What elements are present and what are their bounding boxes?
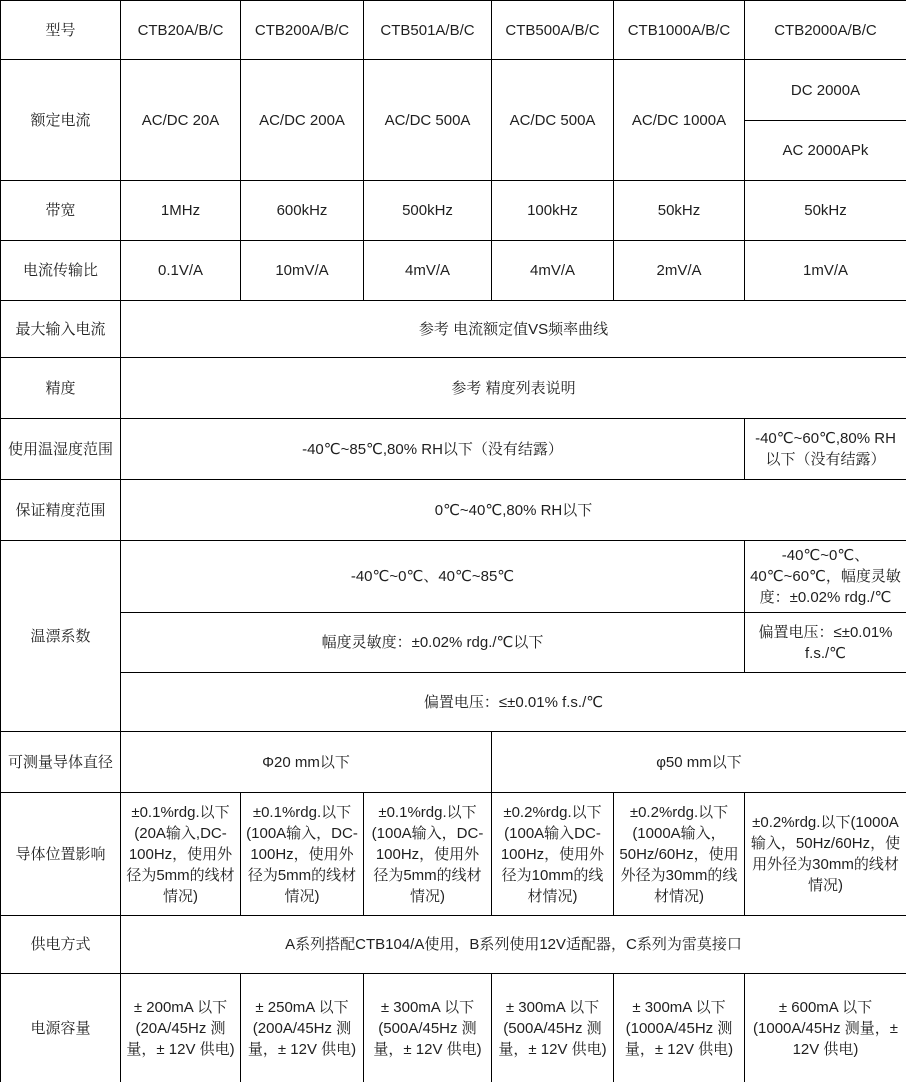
power-capacity-cell: ± 250mA 以下(200A/45Hz 测量，± 12V 供电) bbox=[241, 974, 364, 1082]
guaranteed-accuracy-range-cell: 0℃~40℃,80% RH以下 bbox=[121, 480, 906, 541]
conductor-position-cell: ±0.1%rdg.以下(20A输入,DC-100Hz，使用外径为5mm的线材情况) bbox=[121, 793, 241, 916]
bandwidth-cell: 600kHz bbox=[241, 181, 364, 241]
row-temp-drift-amplitude bbox=[1, 613, 906, 673]
row-rated-current bbox=[1, 60, 906, 121]
temp-drift-offset-full-cell: 偏置电压：≤±0.01% f.s./℃ bbox=[121, 673, 906, 732]
row-conductor-position bbox=[1, 793, 906, 916]
power-capacity-cell: ± 300mA 以下(1000A/45Hz 测量，± 12V 供电) bbox=[614, 974, 745, 1082]
operating-temp-humidity-last-cell: -40℃~60℃,80% RH以下（没有结露） bbox=[745, 419, 906, 480]
model-cell-ctb2000: CTB2000A/B/C bbox=[745, 1, 906, 60]
row-label-model: 型号 bbox=[1, 1, 121, 60]
bandwidth-cell: 500kHz bbox=[364, 181, 492, 241]
power-supply-cell: A系列搭配CTB104/A使用，B系列使用12V适配器，C系列为雷莫接口 bbox=[121, 916, 906, 974]
row-label-conductor-diameter: 可测量导体直径 bbox=[1, 732, 121, 793]
row-label-conductor-position: 导体位置影响 bbox=[1, 793, 121, 916]
rated-current-dc2000-cell: DC 2000A bbox=[745, 60, 906, 121]
power-capacity-cell: ± 600mA 以下(1000A/45Hz 测量，± 12V 供电) bbox=[745, 974, 906, 1082]
transfer-ratio-cell: 10mV/A bbox=[241, 241, 364, 301]
power-capacity-cell: ± 200mA 以下(20A/45Hz 测量，± 12V 供电) bbox=[121, 974, 241, 1082]
row-label-temp-drift: 温漂系数 bbox=[1, 541, 121, 732]
row-conductor-diameter bbox=[1, 732, 906, 793]
transfer-ratio-cell: 1mV/A bbox=[745, 241, 906, 301]
row-label-rated-current: 额定电流 bbox=[1, 60, 121, 181]
bandwidth-cell: 50kHz bbox=[614, 181, 745, 241]
transfer-ratio-cell: 4mV/A bbox=[364, 241, 492, 301]
model-cell-ctb501: CTB501A/B/C bbox=[364, 1, 492, 60]
conductor-position-cell: ±0.2%rdg.以下(100A输入DC-100Hz，使用外径为10mm的线材情况) bbox=[492, 793, 614, 916]
row-power-supply bbox=[1, 916, 906, 974]
conductor-diameter-right-cell: φ50 mm以下 bbox=[492, 732, 906, 793]
transfer-ratio-cell: 0.1V/A bbox=[121, 241, 241, 301]
row-label-power-supply: 供电方式 bbox=[1, 916, 121, 974]
bandwidth-cell: 50kHz bbox=[745, 181, 906, 241]
temp-drift-amplitude-main-cell: 幅度灵敏度：±0.02% rdg./℃以下 bbox=[121, 613, 745, 673]
bandwidth-cell: 100kHz bbox=[492, 181, 614, 241]
conductor-position-cell: ±0.1%rdg.以下(100A输入，DC-100Hz，使用外径为5mm的线材情况) bbox=[241, 793, 364, 916]
power-capacity-cell: ± 300mA 以下(500A/45Hz 测量，± 12V 供电) bbox=[364, 974, 492, 1082]
conductor-position-cell: ±0.2%rdg.以下(1000A输入，50Hz/60Hz，使用外径为30mm的线材情况) bbox=[745, 793, 906, 916]
row-label-accuracy: 精度 bbox=[1, 358, 121, 419]
row-max-input-current bbox=[1, 301, 906, 358]
model-cell-ctb500: CTB500A/B/C bbox=[492, 1, 614, 60]
rated-current-cell: AC/DC 200A bbox=[241, 60, 364, 181]
temp-drift-offset-last-cell: 偏置电压：≤±0.01% f.s./℃ bbox=[745, 613, 906, 673]
conductor-position-cell: ±0.2%rdg.以下(1000A输入，50Hz/60Hz，使用外径为30mm的线材情况) bbox=[614, 793, 745, 916]
row-label-operating-temp-humidity: 使用温湿度范围 bbox=[1, 419, 121, 480]
row-temp-drift-offset bbox=[1, 673, 906, 732]
conductor-position-cell: ±0.1%rdg.以下(100A输入，DC-100Hz，使用外径为5mm的线材情况) bbox=[364, 793, 492, 916]
row-label-transfer-ratio: 电流传输比 bbox=[1, 241, 121, 301]
row-guaranteed-accuracy-range bbox=[1, 480, 906, 541]
power-capacity-cell: ± 300mA 以下(500A/45Hz 测量，± 12V 供电) bbox=[492, 974, 614, 1082]
rated-current-ac2000-cell: AC 2000APk bbox=[745, 121, 906, 181]
accuracy-cell: 参考 精度列表说明 bbox=[121, 358, 906, 419]
rated-current-cell: AC/DC 1000A bbox=[614, 60, 745, 181]
transfer-ratio-cell: 2mV/A bbox=[614, 241, 745, 301]
row-label-bandwidth: 带宽 bbox=[1, 181, 121, 241]
row-model bbox=[1, 1, 906, 60]
bandwidth-cell: 1MHz bbox=[121, 181, 241, 241]
max-input-current-cell: 参考 电流额定值VS频率曲线 bbox=[121, 301, 906, 358]
rated-current-cell: AC/DC 500A bbox=[492, 60, 614, 181]
row-transfer-ratio bbox=[1, 241, 906, 301]
model-cell-ctb200: CTB200A/B/C bbox=[241, 1, 364, 60]
temp-drift-range-main-cell: -40℃~0℃、40℃~85℃ bbox=[121, 541, 745, 613]
row-temp-drift-range bbox=[1, 541, 906, 613]
model-cell-ctb1000: CTB1000A/B/C bbox=[614, 1, 745, 60]
operating-temp-humidity-main-cell: -40℃~85℃,80% RH以下（没有结露） bbox=[121, 419, 745, 480]
conductor-diameter-left-cell: Φ20 mm以下 bbox=[121, 732, 492, 793]
model-cell-ctb20: CTB20A/B/C bbox=[121, 1, 241, 60]
transfer-ratio-cell: 4mV/A bbox=[492, 241, 614, 301]
row-label-max-input-current: 最大输入电流 bbox=[1, 301, 121, 358]
temp-drift-range-last-cell: -40℃~0℃、40℃~60℃，幅度灵敏度：±0.02% rdg./℃ bbox=[745, 541, 906, 613]
row-power-capacity bbox=[1, 974, 906, 1082]
row-operating-temp-humidity bbox=[1, 419, 906, 480]
rated-current-cell: AC/DC 20A bbox=[121, 60, 241, 181]
row-label-guaranteed-accuracy-range: 保证精度范围 bbox=[1, 480, 121, 541]
row-label-power-capacity: 电源容量 bbox=[1, 974, 121, 1082]
row-bandwidth bbox=[1, 181, 906, 241]
rated-current-cell: AC/DC 500A bbox=[364, 60, 492, 181]
row-accuracy bbox=[1, 358, 906, 419]
